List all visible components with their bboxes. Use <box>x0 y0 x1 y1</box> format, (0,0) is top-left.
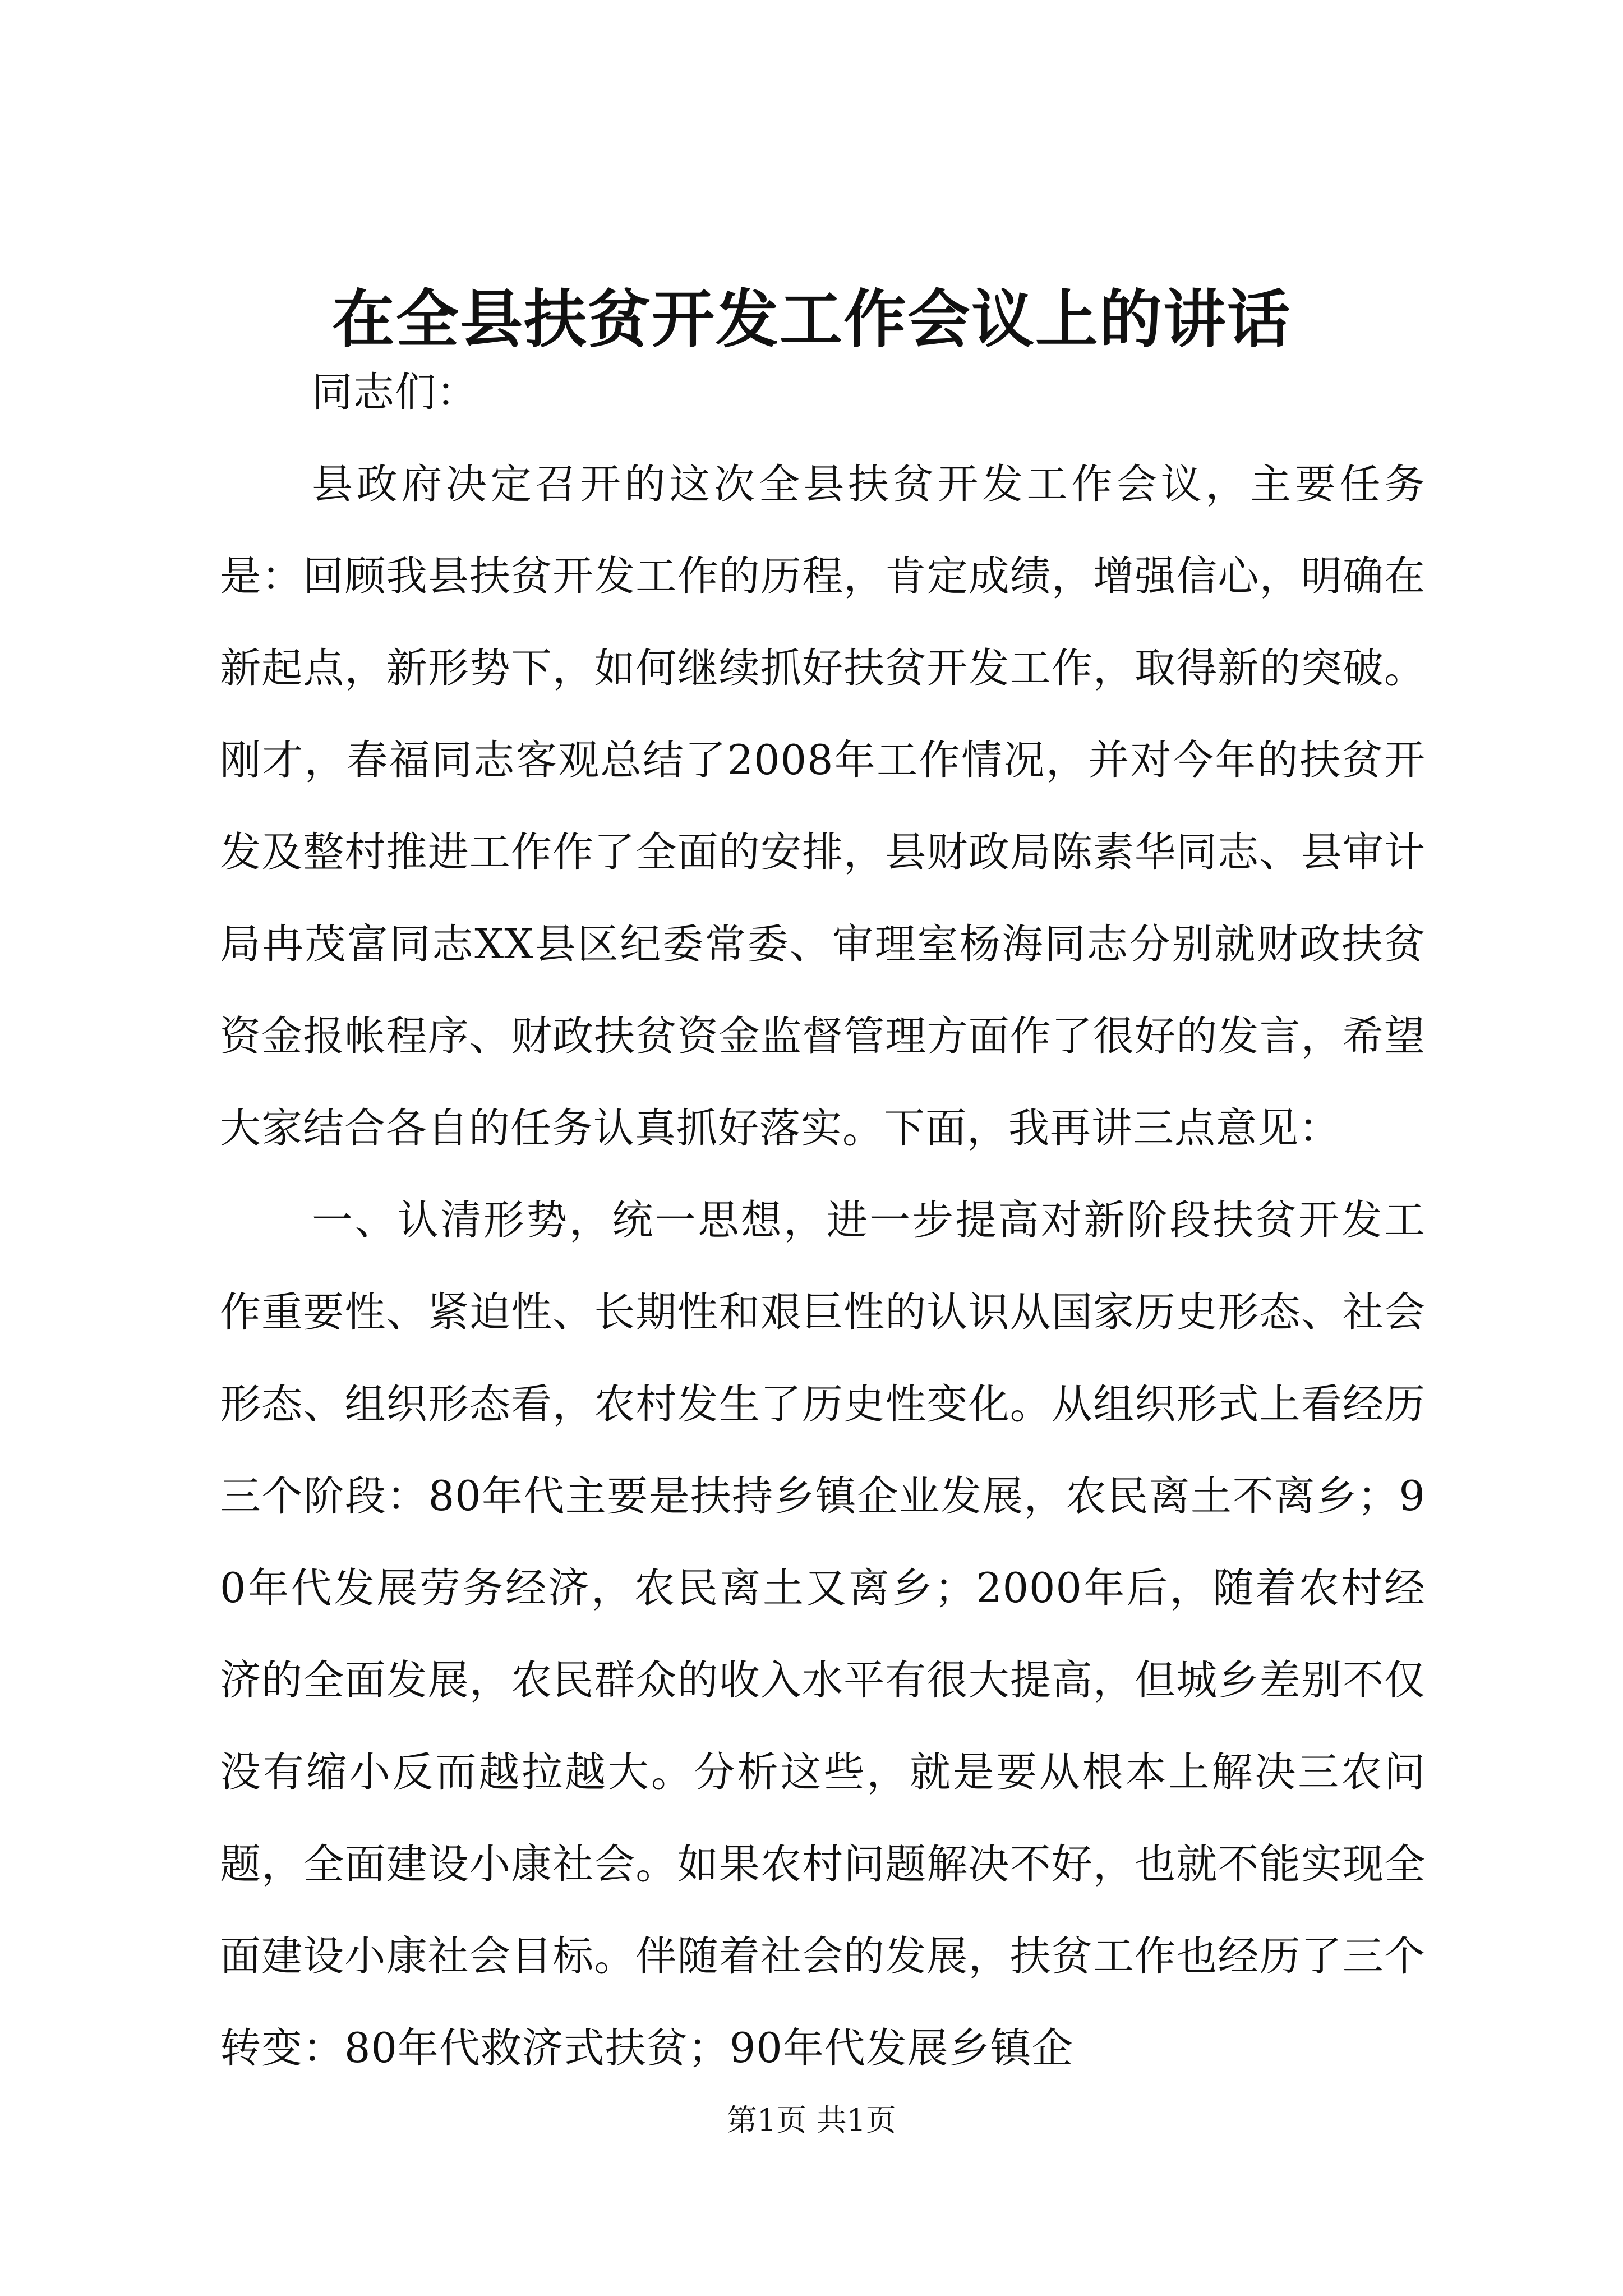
body-paragraph: 一、认清形势，统一思想，进一步提高对新阶段扶贫开发工作重要性、紧迫性、长期性和艰巨性的认识从国家历史形态、社会形态、组织形态看，农村发生了历史性变化。从组织形式上看经历三个阶段：80年代主要是扶持乡镇企业发展，农民离土不离乡；90年代发展劳务经济，农民离土又离乡；2000年后，随着农村经济的全面发展，农民群众的收入水平有很大提高，但城乡差别不仅没有缩小反而越拉越大。分析这些，就是要从根本上解决三农问题，全面建设小康社会。如果农村问题解决不好，也就不能实现全面建设小康社会目标。伴随着社会的发展，扶贫工作也经历了三个转变：80年代救济式扶贫；90年代发展乡镇企 <box>220 1197 1426 2072</box>
body-paragraph: 县政府决定召开的这次全县扶贫开发工作会议，主要任务是：回顾我县扶贫开发工作的历程，肯定成绩，增强信心，明确在新起点，新形势下，如何继续抓好扶贫开发工作，取得新的突破。刚才，春福同志客观总结了2008年工作情况，并对今年的扶贫开发及整村推进工作作了全面的安排，县财政局陈素华同志、县审计局冉茂富同志XX县区纪委常委、审理室杨海同志分别就财政扶贫资金报帐程序、财政扶贫资金监督管理方面作了很好的发言，希望大家结合各自的任务认真抓好落实。下面，我再讲三点意见： <box>220 461 1426 1152</box>
document-body <box>220 347 1426 2095</box>
salutation-paragraph: 同志们： <box>312 369 478 416</box>
page-footer: 第1页 共1页 <box>727 2102 896 2138</box>
document-title: 在全县扶贫开发工作会议上的讲话 <box>332 283 1291 356</box>
